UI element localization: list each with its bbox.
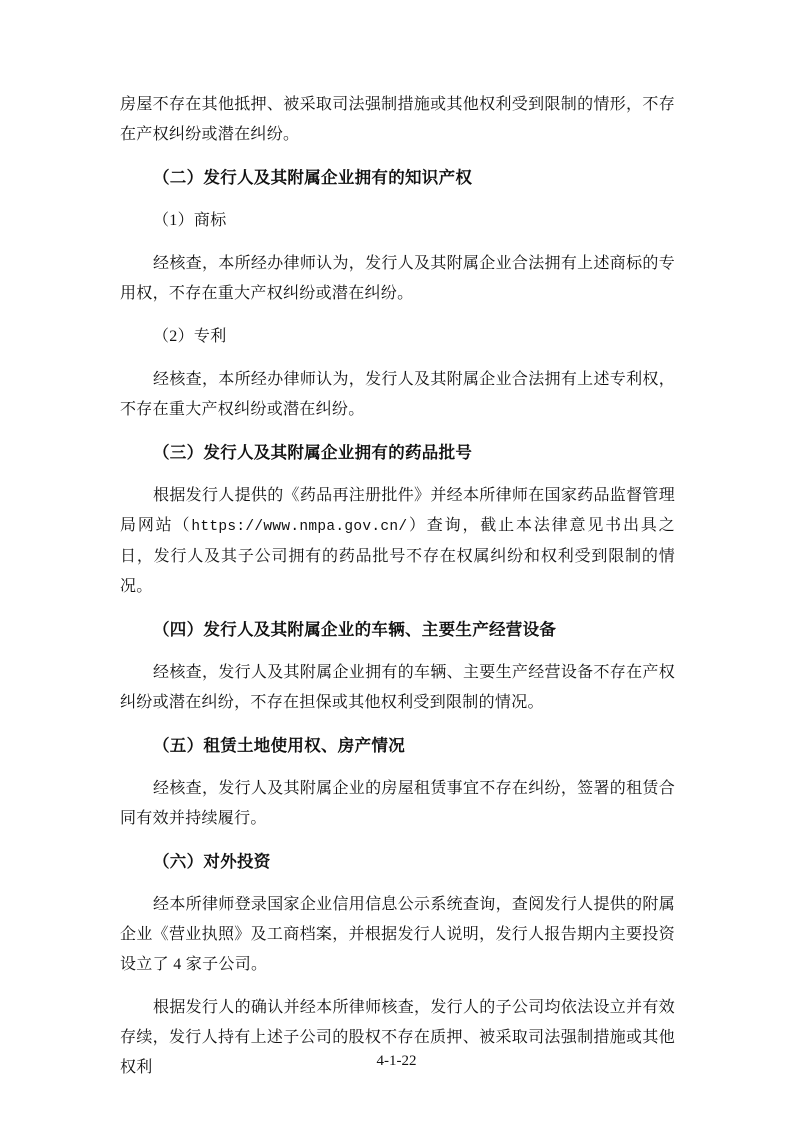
paragraph-housing-continuation: 房屋不存在其他抵押、被采取司法强制措施或其他权利受到限制的情形，不存在产权纠纷或潜在纠纷。	[120, 96, 675, 143]
drug-paragraph-text-after-url: ）查询，截止本法律意见书出具之日，发行人及其子公司拥有的药品批号不存在权属纠纷和权利受到限制的情况。	[120, 517, 675, 595]
subheading-2-patent: （2）专利	[153, 328, 227, 345]
section-heading-5-leased-land-property: （五）租赁土地使用权、房产情况	[153, 737, 405, 755]
section-heading-6-outbound-investment: （六）对外投资	[153, 853, 271, 871]
paragraph-lease-opinion: 经核查，发行人及其附属企业的房屋租赁事宜不存在纠纷，签署的租赁合同有效并持续履行。	[120, 780, 675, 827]
subheading-1-trademark: （1）商标	[153, 212, 227, 229]
drug-paragraph-text-before-url: 根据发行人提供的《药品再注册批件》并经本所律师在国家药品监督管理局网站（	[120, 487, 675, 534]
section-heading-3-drug-approval-numbers: （三）发行人及其附属企业拥有的药品批号	[153, 444, 473, 462]
section-heading-2-intellectual-property: （二）发行人及其附属企业拥有的知识产权	[153, 169, 473, 187]
page-number: 4-1-22	[376, 1053, 417, 1069]
paragraph-trademark-opinion: 经核查，本所经办律师认为，发行人及其附属企业合法拥有上述商标的专用权，不存在重大产权纠纷或潜在纠纷。	[120, 255, 675, 302]
paragraph-vehicles-equipment-opinion: 经核查，发行人及其附属企业拥有的车辆、主要生产经营设备不存在产权纠纷或潜在纠纷，不存在担保或其他权利受到限制的情况。	[120, 664, 675, 711]
nmpa-website-url: https://www.nmpa.gov.cn/	[191, 519, 408, 535]
paragraph-subsidiaries-equity-continuation: 根据发行人的确认并经本所律师核查，发行人的子公司均依法设立并有效存续，发行人持有上述子公司的股权不存在质押、被采取司法强制措施或其他权利	[120, 999, 675, 1076]
section-heading-4-vehicles-equipment: （四）发行人及其附属企业的车辆、主要生产经营设备	[153, 621, 557, 639]
paragraph-drug-approval-opinion	[120, 481, 675, 602]
paragraph-patent-opinion: 经核查，本所经办律师认为，发行人及其附属企业合法拥有上述专利权，不存在重大产权纠纷或潜在纠纷。	[120, 371, 675, 418]
paragraph-investment-subsidiaries: 经本所律师登录国家企业信用信息公示系统查询，查阅发行人提供的附属企业《营业执照》及工商档案，并根据发行人说明，发行人报告期内主要投资设立了 4 家子公司。	[120, 896, 675, 973]
